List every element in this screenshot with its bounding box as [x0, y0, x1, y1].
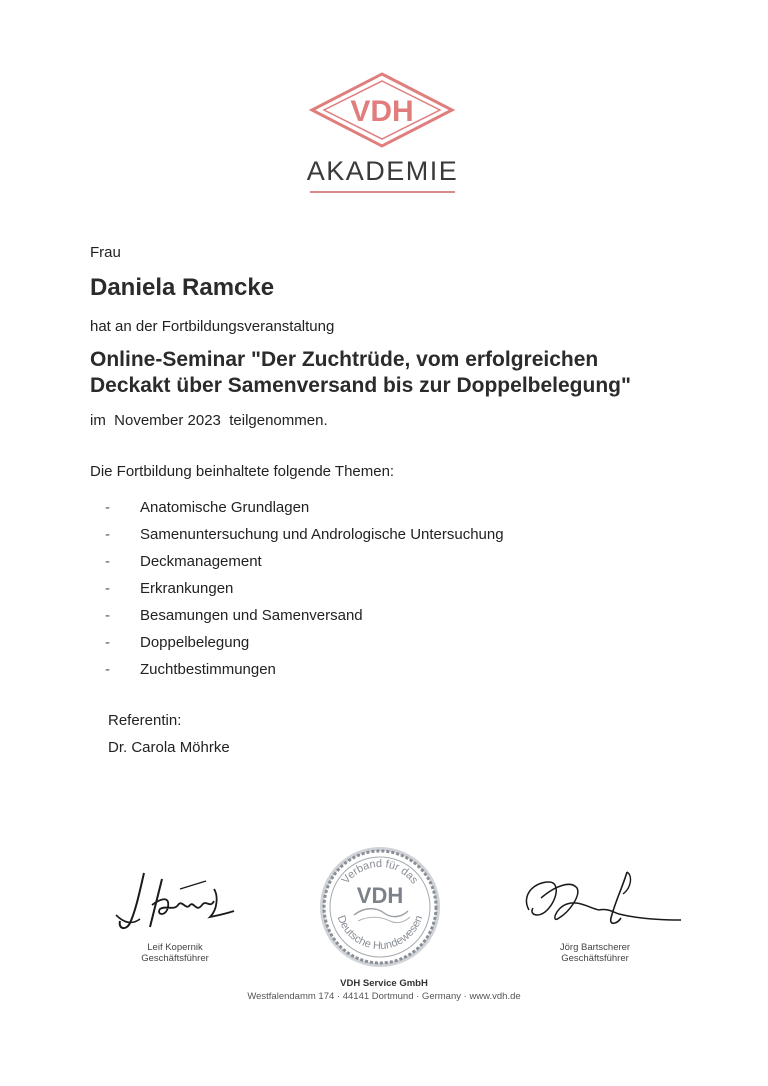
signatory-left-role: Geschäftsführer — [141, 953, 209, 964]
logo-brand: VDH — [350, 95, 414, 128]
logo-underline — [310, 191, 455, 193]
seal-stamp-icon — [318, 845, 442, 969]
course-title-line-1: Online-Seminar "Der Zuchtrüde, vom erfolgreichen — [90, 348, 599, 371]
bullet-dash: - — [105, 634, 110, 651]
signatory-right — [540, 942, 650, 964]
footer-address: Westfalendamm 174 · 44141 Dortmund · Germany · www.vdh.de — [247, 991, 521, 1002]
vdh-diamond-icon — [300, 70, 465, 156]
topic-label: Deckmanagement — [140, 553, 262, 570]
salutation: Frau — [90, 244, 121, 261]
footer-company: VDH Service GmbH — [340, 978, 428, 989]
course-title-line-2: Deckakt über Samenversand bis zur Doppelbelegung" — [90, 374, 631, 397]
topic-label: Besamungen und Samenversand — [140, 607, 363, 624]
course-title — [90, 347, 730, 399]
signature-left — [110, 865, 240, 942]
vdh-akademie-logo — [300, 70, 465, 200]
signatory-left-name: Leif Kopernik — [147, 942, 203, 953]
seal-arc-top: Verband für das — [339, 857, 421, 887]
signature-scribble-icon — [110, 865, 240, 937]
participation-period: im November 2023 teilgenommen. — [90, 412, 328, 429]
intro-text: hat an der Fortbildungsveranstaltung — [90, 318, 335, 335]
bullet-dash: - — [105, 526, 110, 543]
bullet-dash: - — [105, 499, 110, 516]
recipient-name: Daniela Ramcke — [90, 274, 275, 301]
topic-label: Anatomische Grundlagen — [140, 499, 310, 516]
signatory-right-name: Jörg Bartscherer — [559, 942, 631, 953]
topics-intro: Die Fortbildung beinhaltete folgende Themen: — [90, 463, 395, 480]
topic-label: Zuchtbestimmungen — [140, 661, 276, 678]
bullet-dash: - — [105, 553, 110, 570]
speaker-name: Dr. Carola Möhrke — [108, 739, 230, 756]
bullet-dash: - — [105, 580, 110, 597]
seal-arc-bottom: Deutsche Hundewesen — [334, 913, 426, 953]
topic-label: Doppelbelegung — [140, 634, 250, 651]
logo-subtitle: AKADEMIE — [306, 156, 459, 186]
topic-label: Samenuntersuchung und Andrologische Untersuchung — [140, 526, 504, 543]
signatory-left — [120, 942, 230, 964]
seal-center: VDH — [356, 883, 404, 908]
signature-right — [515, 868, 685, 945]
signature-scribble-icon — [515, 868, 685, 940]
vdh-seal — [318, 845, 442, 969]
speaker-label: Referentin: — [108, 712, 182, 729]
topic-label: Erkrankungen — [140, 580, 234, 597]
signatory-right-role: Geschäftsführer — [561, 953, 629, 964]
bullet-dash: - — [105, 607, 110, 624]
bullet-dash: - — [105, 661, 110, 678]
